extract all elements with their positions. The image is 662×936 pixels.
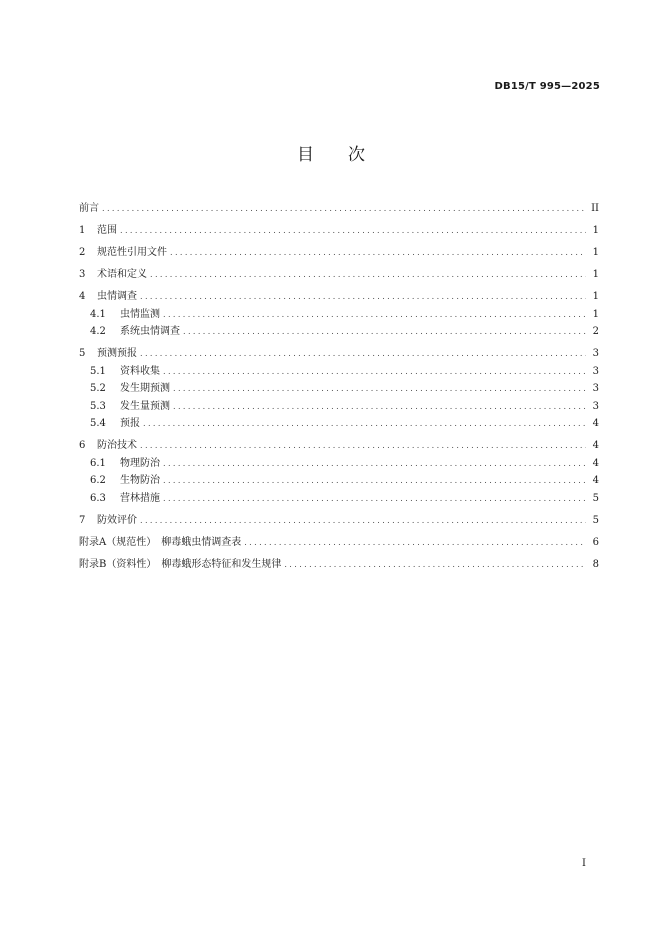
toc-leader-dots bbox=[163, 490, 586, 508]
toc-entry-number: 1 bbox=[79, 225, 86, 236]
toc-entry-text: 附录A（规范性） 柳毒蛾虫情调查表 bbox=[79, 536, 242, 548]
toc-entry-number: 6.2 bbox=[90, 475, 106, 486]
toc-page-number: 5 bbox=[592, 514, 599, 526]
toc-leader-dots bbox=[140, 345, 586, 363]
toc-page-number: 8 bbox=[592, 558, 599, 570]
toc-leader-dots bbox=[183, 323, 586, 341]
toc-leader-dots bbox=[173, 398, 586, 416]
toc-leader-dots bbox=[140, 437, 586, 455]
toc-entry-text: 规范性引用文件 bbox=[97, 247, 167, 258]
toc-leader-dots bbox=[284, 556, 586, 574]
toc-entry-5-1[interactable] bbox=[79, 363, 599, 381]
toc-entry-6-3[interactable] bbox=[79, 490, 599, 508]
toc-page-number: II bbox=[591, 203, 599, 214]
toc-page-number: 1 bbox=[592, 247, 599, 258]
toc-entry-5[interactable] bbox=[79, 345, 599, 363]
toc-page-number: 1 bbox=[592, 225, 599, 236]
document-code: DB15/T 995—2025 bbox=[494, 81, 600, 92]
toc-entry-text: 预测预报 bbox=[97, 348, 137, 359]
toc-page-number: 3 bbox=[592, 383, 599, 394]
toc-entry-text: 范围 bbox=[97, 225, 117, 236]
toc-page-number: 1 bbox=[592, 308, 599, 320]
toc-entry-text: 发生期预测 bbox=[120, 383, 170, 394]
toc-entry-number: 4 bbox=[79, 291, 86, 302]
toc-entry-5-2[interactable] bbox=[79, 380, 599, 398]
toc-leader-dots bbox=[140, 512, 586, 530]
toc-leader-dots bbox=[244, 534, 586, 552]
toc-entry-number: 2 bbox=[79, 247, 86, 258]
toc-leader-dots bbox=[143, 415, 586, 433]
toc-entry-text: 附录B（资料性） 柳毒蛾形态特征和发生规律 bbox=[79, 558, 282, 570]
toc-entry-number: 6.1 bbox=[90, 457, 106, 469]
toc-page-number: 4 bbox=[592, 457, 599, 469]
toc-entry-number: 3 bbox=[79, 269, 86, 280]
toc-leader-dots bbox=[102, 200, 586, 218]
toc-entry-text: 虫情监测 bbox=[120, 308, 160, 320]
toc-page-number: 1 bbox=[592, 291, 599, 302]
toc-page-number: 6 bbox=[592, 536, 599, 548]
toc-entry-6-2[interactable] bbox=[79, 472, 599, 490]
toc-leader-dots bbox=[150, 266, 586, 284]
toc-page-number: 1 bbox=[592, 269, 599, 280]
toc-leader-dots bbox=[170, 244, 586, 262]
toc-entry-text: 虫情调查 bbox=[97, 291, 137, 302]
toc-entry-5-4[interactable] bbox=[79, 415, 599, 433]
toc-entry-number: 4.1 bbox=[90, 308, 106, 320]
toc-entry-number: 5 bbox=[79, 348, 86, 359]
toc-entry-number: 5.2 bbox=[90, 383, 106, 394]
toc-entry-6[interactable] bbox=[79, 437, 599, 455]
toc-entry-foreword[interactable] bbox=[79, 200, 599, 218]
toc-entry-text: 物理防治 bbox=[120, 457, 160, 469]
toc-entry-3[interactable] bbox=[79, 266, 599, 284]
toc-entry-text: 防治技术 bbox=[97, 440, 137, 451]
toc-entry-number: 7 bbox=[79, 514, 86, 526]
toc-entry-number: 5.3 bbox=[90, 400, 106, 412]
toc-entry-number: 5.4 bbox=[90, 418, 106, 429]
toc-page-number: 4 bbox=[592, 475, 599, 486]
toc-leader-dots bbox=[140, 288, 586, 306]
toc-entry-number: 6.3 bbox=[90, 492, 106, 504]
toc-entry-text: 前言 bbox=[79, 203, 99, 214]
toc-entry-text: 预报 bbox=[120, 418, 140, 429]
toc-entry-appendix-b[interactable] bbox=[79, 556, 599, 574]
toc-entry-number: 6 bbox=[79, 440, 86, 451]
toc-entry-text: 系统虫情调查 bbox=[120, 326, 180, 337]
toc-entry-text: 营林措施 bbox=[120, 492, 160, 504]
toc-entry-appendix-a[interactable] bbox=[79, 534, 599, 552]
toc-entry-4-1[interactable] bbox=[79, 306, 599, 324]
toc-leader-dots bbox=[173, 380, 586, 398]
toc-leader-dots bbox=[163, 472, 586, 490]
toc-entry-text: 生物防治 bbox=[120, 475, 160, 486]
title-char-2: 次 bbox=[348, 145, 365, 165]
page-title bbox=[0, 140, 662, 165]
toc-entry-number: 4.2 bbox=[90, 326, 106, 337]
toc-page-number: 3 bbox=[592, 400, 599, 412]
toc-leader-dots bbox=[163, 306, 586, 324]
toc-entry-6-1[interactable] bbox=[79, 455, 599, 473]
toc-page-number: 2 bbox=[592, 326, 599, 337]
toc-entry-7[interactable] bbox=[79, 512, 599, 530]
toc-entry-text: 防效评价 bbox=[97, 514, 137, 526]
toc-page-number: 3 bbox=[592, 365, 599, 377]
toc-page-number: 4 bbox=[592, 418, 599, 429]
toc-entry-1[interactable] bbox=[79, 222, 599, 240]
toc-page-number: 5 bbox=[592, 492, 599, 504]
page-number: I bbox=[582, 858, 586, 869]
toc-entry-4[interactable] bbox=[79, 288, 599, 306]
toc-leader-dots bbox=[163, 455, 586, 473]
toc-leader-dots bbox=[120, 222, 586, 240]
toc-entry-2[interactable] bbox=[79, 244, 599, 262]
toc-page-number: 4 bbox=[592, 440, 599, 451]
toc-entry-text: 发生量预测 bbox=[120, 400, 170, 412]
toc-page-number: 3 bbox=[592, 348, 599, 359]
toc-entry-5-3[interactable] bbox=[79, 398, 599, 416]
toc-entry-text: 术语和定义 bbox=[97, 269, 147, 280]
title-char-1: 目 bbox=[297, 145, 314, 165]
toc-entry-4-2[interactable] bbox=[79, 323, 599, 341]
table-of-contents bbox=[79, 200, 599, 573]
toc-leader-dots bbox=[163, 363, 586, 381]
toc-entry-text: 资料收集 bbox=[120, 365, 160, 377]
toc-entry-number: 5.1 bbox=[90, 365, 106, 377]
